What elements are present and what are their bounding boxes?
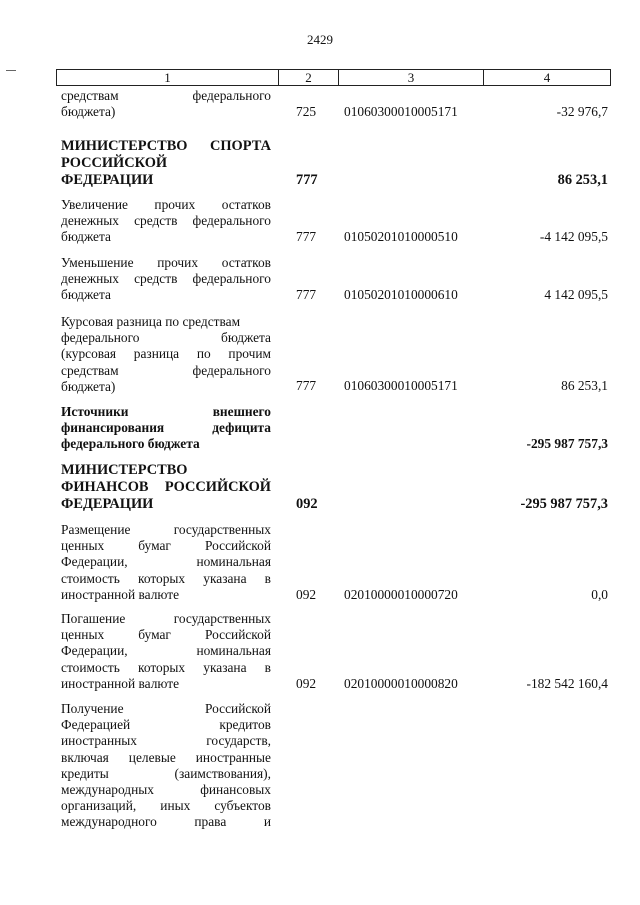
- row-amount: 0,0: [591, 587, 608, 602]
- description-line: средствам федерального: [61, 362, 271, 378]
- description-line: финансирования дефицита: [61, 420, 271, 436]
- description-line: средствам федерального: [61, 88, 271, 103]
- row-amount: -32 976,7: [556, 104, 608, 119]
- row-admin-code: 777: [296, 287, 317, 302]
- description-line: международных финансовых: [61, 782, 271, 798]
- row-amount: -295 987 757,3: [520, 496, 608, 512]
- row-admin-code: 777: [296, 229, 317, 244]
- description-line: ФЕДЕРАЦИИ: [61, 172, 154, 188]
- row-description: [61, 88, 271, 120]
- description-line: Увеличение прочих остатков: [61, 197, 271, 212]
- description-line: стоимость которых указана в: [61, 659, 271, 675]
- row-description: [61, 611, 271, 692]
- table-header: [56, 69, 611, 86]
- description-line: Размещение государственных: [61, 522, 271, 537]
- description-line: ФЕДЕРАЦИИ: [61, 496, 154, 512]
- header-col-3: 3: [339, 70, 484, 85]
- description-line: Погашение государственных: [61, 611, 271, 626]
- description-line: федерального бюджета: [61, 436, 200, 452]
- description-line: Федерации, номинальная: [61, 643, 271, 659]
- description-line: МИНИСТЕРСТВО СПОРТА: [61, 138, 271, 154]
- header-col-2: 2: [279, 70, 339, 85]
- row-description: [61, 701, 271, 831]
- row-admin-code: 092: [296, 496, 318, 512]
- description-line: Федерации, номинальная: [61, 554, 271, 570]
- row-kbk-code: 01060300010005171: [344, 378, 458, 393]
- row-description: [61, 314, 271, 395]
- description-line: организаций, иных субъектов: [61, 798, 271, 814]
- row-kbk-code: 01050201010000610: [344, 287, 458, 302]
- description-line: ценных бумаг Российской: [61, 538, 271, 554]
- row-amount: -295 987 757,3: [526, 436, 608, 451]
- row-description: [61, 138, 271, 189]
- row-kbk-code: 02010000010000820: [344, 676, 458, 691]
- description-line: включая целевые иностранные: [61, 749, 271, 765]
- description-line: иностранной валюте: [61, 586, 180, 602]
- description-line: Курсовая разница по средствам: [61, 314, 241, 329]
- description-line: иностранной валюте: [61, 675, 180, 691]
- row-amount: 86 253,1: [561, 378, 608, 393]
- description-line: бюджета: [61, 229, 111, 245]
- description-line: Федерацией кредитов: [61, 717, 271, 733]
- row-description: [61, 197, 271, 246]
- description-line: ценных бумаг Российской: [61, 627, 271, 643]
- row-admin-code: 777: [296, 172, 318, 188]
- description-line: федерального бюджета: [61, 330, 271, 346]
- row-description: [61, 462, 271, 513]
- description-line: Получение Российской: [61, 701, 271, 716]
- page-number: 2429: [307, 32, 333, 47]
- description-line: денежных средств федерального: [61, 271, 271, 287]
- description-line: кредиты (заимствования),: [61, 765, 271, 781]
- description-line: иностранных государств,: [61, 733, 271, 749]
- row-amount: -4 142 095,5: [539, 229, 608, 244]
- margin-mark: [6, 70, 16, 71]
- description-line: Уменьшение прочих остатков: [61, 255, 271, 270]
- header-col-4: 4: [543, 69, 551, 85]
- description-line: (курсовая разница по прочим: [61, 346, 271, 362]
- description-line: бюджета: [61, 287, 111, 303]
- header-col-1: 1: [57, 70, 279, 85]
- row-admin-code: 725: [296, 104, 317, 119]
- description-line: Источники внешнего: [61, 404, 271, 419]
- row-admin-code: 092: [296, 676, 317, 691]
- description-line: бюджета): [61, 104, 116, 120]
- row-description: [61, 255, 271, 304]
- row-amount: -182 542 160,4: [526, 676, 608, 691]
- row-kbk-code: 02010000010000720: [344, 587, 458, 602]
- description-line: стоимость которых указана в: [61, 570, 271, 586]
- description-line: РОССИЙСКОЙ: [61, 155, 168, 171]
- row-kbk-code: 01060300010005171: [344, 104, 458, 119]
- row-kbk-code: 01050201010000510: [344, 229, 458, 244]
- description-line: МИНИСТЕРСТВО: [61, 462, 188, 478]
- row-amount: 4 142 095,5: [544, 287, 608, 302]
- row-description: [61, 522, 271, 603]
- row-admin-code: 777: [296, 378, 317, 393]
- description-line: денежных средств федерального: [61, 213, 271, 229]
- description-line: бюджета): [61, 378, 116, 394]
- description-line: ФИНАНСОВ РОССИЙСКОЙ: [61, 479, 271, 495]
- row-admin-code: 092: [296, 587, 317, 602]
- description-line: международного права и: [61, 814, 271, 830]
- row-amount: 86 253,1: [557, 172, 608, 188]
- row-description: [61, 404, 271, 453]
